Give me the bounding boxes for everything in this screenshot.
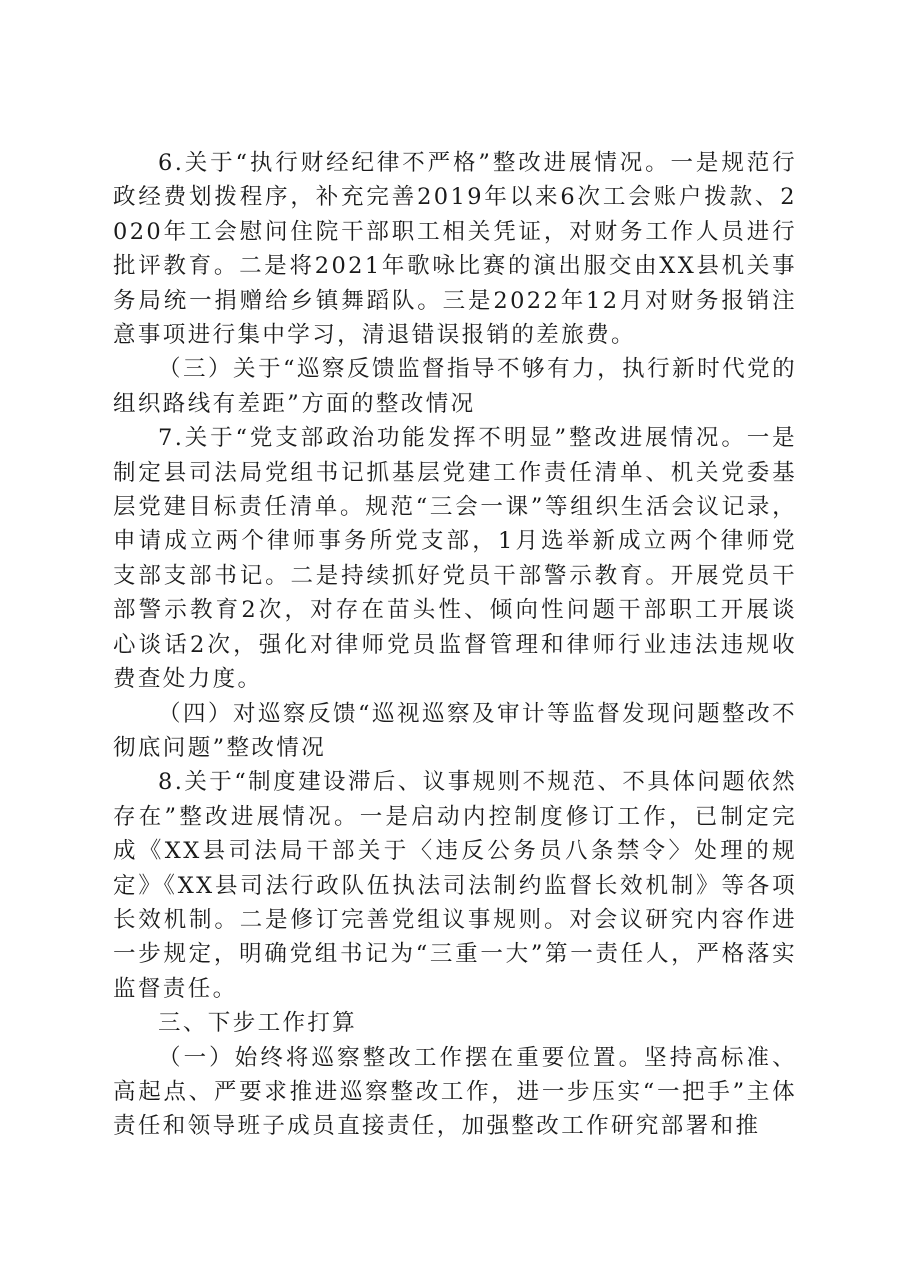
paragraph-item-7-party-branch: 7.关于“党支部政治功能发挥不明显”整改进展情况。一是制定县司法局党组书记抓基层党建工作责任清单、机关党委基层党建目标责任清单。规范“三会一课”等组织生活会议记录，申请成立两个律师事务所党支部，1月选举新成立两个律师党支部支部书记。二是持续抓好党员干部警示教育。开展党员干部警示教育2次，对存在苗头性、倾向性问题干部职工开展谈心谈话2次，强化对律师党员监督管理和律师行业违法违规收费查处力度。	[113, 425, 797, 693]
paragraph-next-step-1: （一）始终将巡察整改工作摆在重要位置。坚持高标准、高起点、严要求推进巡察整改工作，进一步压实“一把手”主体责任和领导班子成员直接责任，加强整改工作研究部署和推	[113, 1044, 797, 1140]
chapter-heading-next-steps: 三、下步工作打算	[158, 1010, 358, 1037]
paragraph-item-6-finance-discipline: 6.关于“执行财经纪律不严格”整改进展情况。一是规范行政经费划拨程序，补充完善2019年以来6次工会账户拨款、2020年工会慰问住院干部职工相关凭证，对财务工作人员进行批评教育。二是将2021年歌咏比赛的演出服交由XX县机关事务局统一捐赠给乡镇舞蹈队。三是2022年12月对财务报销注意事项进行集中学习，清退错误报销的差旅费。	[113, 150, 797, 349]
section-heading-4: （四）对巡察反馈“巡视巡察及审计等监督发现问题整改不彻底问题”整改情况	[113, 700, 797, 761]
document-body	[113, 146, 797, 1144]
paragraph-item-8-system-building: 8.关于“制度建设滞后、议事规则不规范、不具体问题依然存在”整改进展情况。一是启动内控制度修订工作，已制定完成《XX县司法局干部关于〈违反公务员八条禁令〉处理的规定》《XX县司法行政队伍执法司法制约监督长效机制》等各项长效机制。二是修订完善党组议事规则。对会议研究内容作进一步规定，明确党组书记为“三重一大”第一责任人，严格落实监督责任。	[113, 769, 797, 1002]
section-heading-3: （三）关于“巡察反馈监督指导不够有力，执行新时代党的组织路线有差距”方面的整改情况	[113, 356, 797, 417]
